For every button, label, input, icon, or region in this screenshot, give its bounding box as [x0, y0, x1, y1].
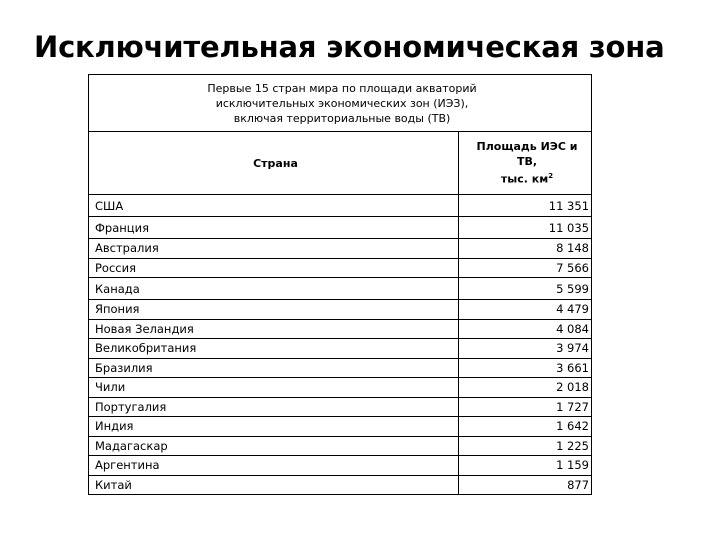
country-cell: Китай: [89, 475, 459, 495]
table-caption: [89, 75, 592, 132]
country-cell: Япония: [89, 300, 459, 320]
table-caption-line: исключительных экономических зон (ИЭЗ),: [215, 96, 469, 110]
country-cell: Россия: [89, 258, 459, 278]
country-cell: Бразилия: [89, 358, 459, 378]
column-header-area-line2: [465, 169, 589, 187]
country-cell: Аргентина: [89, 456, 459, 476]
table-row: [89, 258, 592, 278]
country-cell: Канада: [89, 278, 459, 300]
table-row: [89, 195, 592, 217]
table-row: [89, 397, 592, 417]
area-cell: 4 479: [459, 300, 592, 320]
table-row: [89, 300, 592, 320]
country-cell: Индия: [89, 417, 459, 437]
area-cell: 3 974: [459, 339, 592, 359]
table-row: [89, 456, 592, 476]
area-cell: 4 084: [459, 319, 592, 339]
column-header-area-line1: Площадь ИЭС и ТВ,: [476, 140, 578, 169]
country-cell: США: [89, 195, 459, 217]
column-header-country: Страна: [89, 132, 459, 195]
area-cell: 11 351: [459, 195, 592, 217]
column-header-area-unit: тыс. км: [500, 172, 549, 186]
table-row: [89, 339, 592, 359]
table-row: [89, 378, 592, 398]
area-cell: 8 148: [459, 239, 592, 259]
table-row: [89, 278, 592, 300]
area-cell: 1 642: [459, 417, 592, 437]
area-cell: 5 599: [459, 278, 592, 300]
table-body: [89, 195, 592, 495]
slide-title: Исключительная экономическая зона: [34, 30, 665, 64]
table-row: [89, 358, 592, 378]
area-cell: 3 661: [459, 358, 592, 378]
column-header-area: [459, 132, 592, 195]
eez-table: [88, 74, 592, 495]
area-cell: 1 159: [459, 456, 592, 476]
country-cell: Португалия: [89, 397, 459, 417]
country-cell: Чили: [89, 378, 459, 398]
country-cell: Австралия: [89, 239, 459, 259]
table-caption-line: включая территориальные воды (ТВ): [233, 111, 451, 125]
area-cell: 1 727: [459, 397, 592, 417]
table-row: [89, 417, 592, 437]
area-cell: 2 018: [459, 378, 592, 398]
column-header-area-sup: 2: [548, 172, 554, 181]
table-row: [89, 319, 592, 339]
table-row: [89, 436, 592, 456]
table-row: [89, 239, 592, 259]
country-cell: Франция: [89, 217, 459, 239]
area-cell: 7 566: [459, 258, 592, 278]
area-cell: 1 225: [459, 436, 592, 456]
country-cell: Новая Зеландия: [89, 319, 459, 339]
table-row: [89, 475, 592, 495]
country-cell: Великобритания: [89, 339, 459, 359]
area-cell: 877: [459, 475, 592, 495]
table-caption-line: Первые 15 стран мира по площади акваторий: [207, 81, 477, 95]
table-row: [89, 217, 592, 239]
area-cell: 11 035: [459, 217, 592, 239]
country-cell: Мадагаскар: [89, 436, 459, 456]
